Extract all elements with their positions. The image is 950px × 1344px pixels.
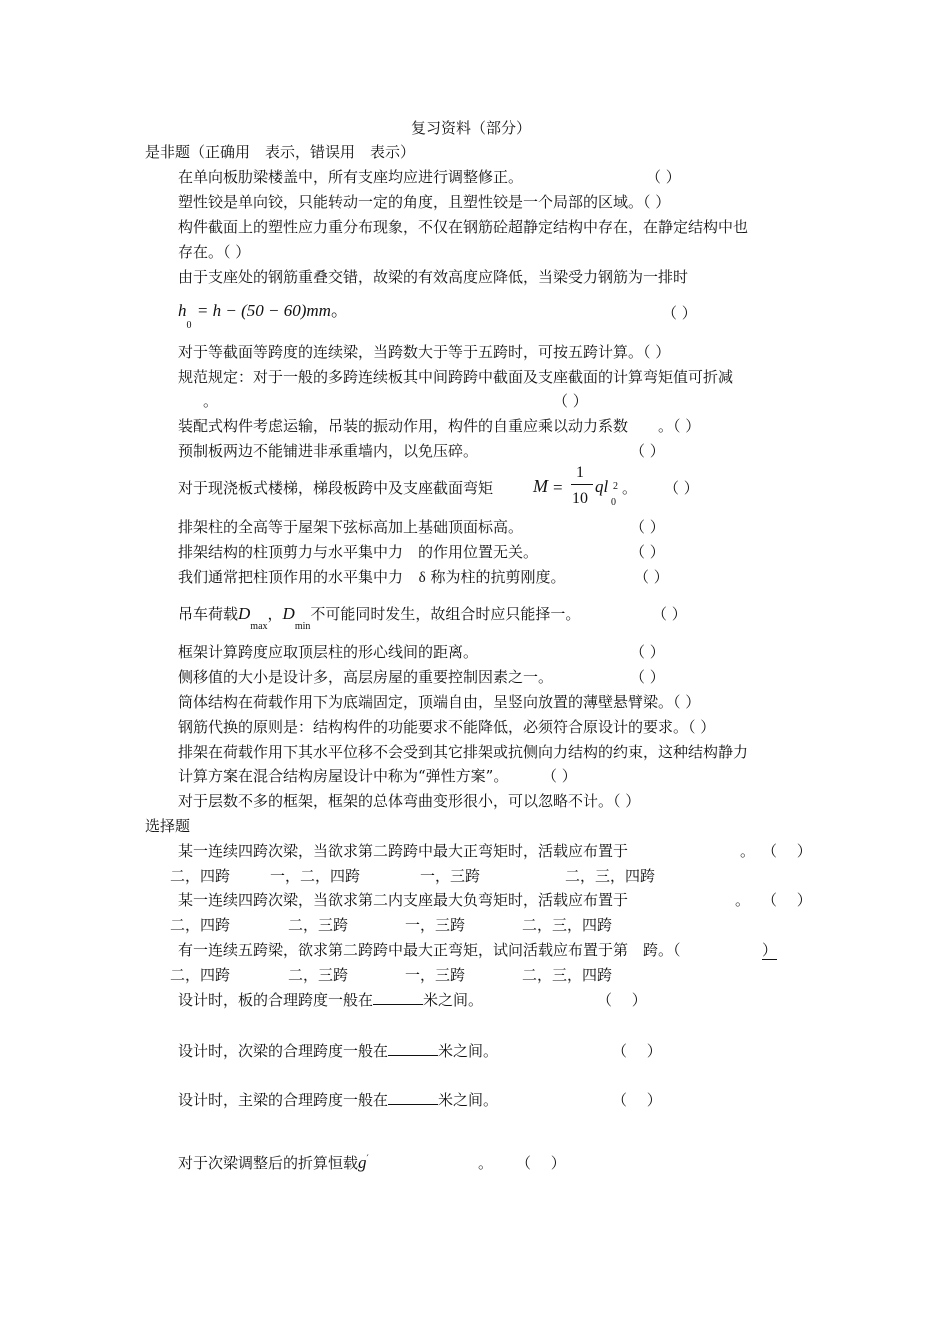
formula-period: 。 [622, 479, 638, 497]
tf-question-12 [178, 568, 565, 587]
answer-paren: （ ） [634, 568, 669, 586]
tf-question-10: 排架柱的全高等于屋架下弦标高加上基础顶面标高。 [178, 518, 524, 536]
mc-question-3: 有一连续五跨梁，欲求第二跨跨中最大正弯矩，试问活载应布置于第 跨。（ [178, 941, 681, 959]
period: 。 [740, 842, 756, 860]
tf-question-5: 对于等截面等跨度的连续梁，当跨数大于等于五跨时，可按五跨计算。（ ） [178, 343, 671, 361]
formula-prime: ′ [366, 1154, 369, 1165]
subscript-max: max [250, 621, 268, 632]
tf-question-3-line1: 构件截面上的塑性应力重分布现象，不仅在钢筋砼超静定结构中存在，在静定结构中也 [178, 218, 749, 236]
tf-question-2: 塑性铰是单向铰，只能转动一定的角度，且塑性铰是一个局部的区域。（ ） [178, 193, 671, 211]
formula-g: g [358, 1153, 367, 1172]
formula-h: h [178, 301, 187, 320]
fill-in-blank [388, 1055, 438, 1056]
answer-paren-close: ） [762, 941, 778, 959]
answer-paren: （ ） [630, 668, 665, 686]
mc-option: 一，二，四跨 [270, 867, 361, 885]
tf-question-14: 框架计算跨度应取顶层柱的形心线间的距离。 [178, 643, 479, 661]
period: 。 [735, 891, 751, 909]
mc-question-4 [178, 991, 483, 1009]
fill-in-blank [373, 1004, 423, 1005]
answer-paren: （ ） [662, 304, 697, 322]
document-title: 复习资料（部分） [411, 119, 532, 137]
mc-question-6 [178, 1091, 498, 1109]
answer-paren: （ ） [516, 1154, 566, 1172]
tf-question-13 [178, 604, 581, 632]
mc-question-5-pre: 设计时，次梁的合理跨度一般在 [178, 1042, 389, 1060]
tf-question-12-post: 称为柱的抗剪刚度。 [430, 568, 566, 586]
answer-paren: （ ） [762, 891, 812, 909]
answer-paren: （ ） [664, 479, 699, 497]
section-heading-multiple-choice: 选择题 [145, 817, 191, 835]
tf-question-18-line2: 计算方案在混合结构房屋设计中称为“弹性方案”。 [178, 767, 509, 785]
formula-D-min: D [282, 604, 295, 623]
tf-question-6-period: 。 [203, 392, 219, 410]
tf-question-1: 在单向板肋梁楼盖中，所有支座均应进行调整修正。 [178, 168, 524, 186]
mc-option: 二，三跨 [288, 916, 349, 934]
tf-question-18-line1: 排架在荷载作用下其水平位移不会受到其它排架或抗侧向力结构的约束，这种结构静力 [178, 743, 749, 761]
delta-symbol: δ [418, 570, 426, 586]
tf-question-15: 侧移值的大小是设计多，高层房屋的重要控制因素之一。 [178, 668, 554, 686]
mc-option: 二，三，四跨 [522, 916, 613, 934]
tf-question-13-post: 不可能同时发生，故组合时应只能择一。 [310, 605, 581, 623]
mc-option: 二，三，四跨 [522, 966, 613, 984]
formula-expression: = h − (50 − 60)mm [196, 301, 331, 320]
formula-denominator: 10 [572, 490, 588, 507]
formula-h-subscript: 0 [186, 320, 192, 331]
mc-option: 二，三，四跨 [565, 867, 656, 885]
mc-option: 二，三跨 [288, 966, 349, 984]
mc-option: 一，三跨 [405, 916, 466, 934]
answer-paren: （ ） [762, 842, 812, 860]
answer-paren: （ ） [630, 442, 665, 460]
answer-paren: （ ） [646, 168, 681, 186]
tf-question-17: 钢筋代换的原则是：结构构件的功能要求不能降低，必须符合原设计的要求。（ ） [178, 718, 716, 736]
mc-question-2: 某一连续四跨次梁，当欲求第二内支座最大负弯矩时，活载应布置于 [178, 891, 629, 909]
formula-M: M [533, 476, 548, 496]
formula-ql: ql [595, 477, 609, 496]
mc-question-1: 某一连续四跨次梁，当欲求第二跨跨中最大正弯矩时，活载应布置于 [178, 842, 629, 860]
fraction-bar [571, 484, 593, 485]
formula-subscript: 0 [611, 497, 616, 508]
tf-question-8: 预制板两边不能铺进非承重墙内，以免压碎。 [178, 442, 479, 460]
answer-paren: （ ） [630, 643, 665, 661]
mc-option: 二，四跨 [170, 867, 231, 885]
mc-question-7 [178, 1154, 369, 1175]
tf-question-13-pre: 吊车荷载 [178, 605, 239, 623]
mc-question-4-pre: 设计时，板的合理跨度一般在 [178, 991, 374, 1009]
formula-superscript: 2 [613, 481, 618, 492]
answer-paren: （ ） [542, 767, 577, 785]
subscript-min: min [294, 621, 311, 632]
mc-question-4-post: 米之间。 [423, 991, 484, 1009]
tf-question-6-line1: 规范规定：对于一般的多跨连续板其中间跨跨中截面及支座截面的计算弯矩值可折减 [178, 368, 734, 386]
tf-question-19: 对于层数不多的框架，框架的总体弯曲变形很小，可以忽略不计。（ ） [178, 792, 641, 810]
tf-question-12-pre: 我们通常把柱顶作用的水平集中力 [178, 568, 404, 586]
section-heading-true-false: 是非题（正确用 表示，错误用 表示） [145, 143, 416, 161]
mc-option: 二，四跨 [170, 966, 231, 984]
mc-option: 一，三跨 [420, 867, 481, 885]
mc-question-6-pre: 设计时，主梁的合理跨度一般在 [178, 1091, 389, 1109]
mc-question-7-pre: 对于次梁调整后的折算恒载 [178, 1154, 359, 1172]
formula-period: 。 [330, 301, 348, 321]
answer-paren: （ ） [630, 518, 665, 536]
period: 。 [478, 1154, 494, 1172]
tf-question-4-formula [178, 301, 348, 331]
tf-question-9: 对于现浇板式楼梯，梯段板跨中及支座截面弯矩 [178, 479, 494, 497]
formula-numerator: 1 [576, 464, 584, 481]
comma: ， [267, 605, 283, 623]
formula-D-max: D [238, 604, 251, 623]
mc-question-6-post: 米之间。 [438, 1091, 499, 1109]
tf-question-3-line2: 存在。（ ） [178, 243, 251, 261]
answer-paren: （ ） [597, 991, 647, 1009]
answer-paren: （ ） [553, 392, 588, 410]
formula-equals: = [553, 478, 563, 497]
mc-question-5-post: 米之间。 [438, 1042, 499, 1060]
mc-question-5 [178, 1042, 498, 1060]
tf-question-7: 装配式构件考虑运输，吊装的振动作用，构件的自重应乘以动力系数 。（ ） [178, 417, 701, 435]
answer-paren: （ ） [630, 543, 665, 561]
answer-paren: （ ） [612, 1091, 662, 1109]
tf-question-16: 筒体结构在荷载作用下为底端固定，顶端自由，呈竖向放置的薄壁悬臂梁。（ ） [178, 693, 701, 711]
answer-paren: （ ） [612, 1042, 662, 1060]
mc-option: 二，四跨 [170, 916, 231, 934]
tf-question-4-line1: 由于支座处的钢筋重叠交错，故梁的有效高度应降低，当梁受力钢筋为一排时 [178, 268, 689, 286]
mc-option: 一，三跨 [405, 966, 466, 984]
fill-in-blank [388, 1104, 438, 1105]
tf-question-11: 排架结构的柱顶剪力与水平集中力 的作用位置无关。 [178, 543, 539, 561]
answer-paren: （ ） [652, 605, 687, 623]
